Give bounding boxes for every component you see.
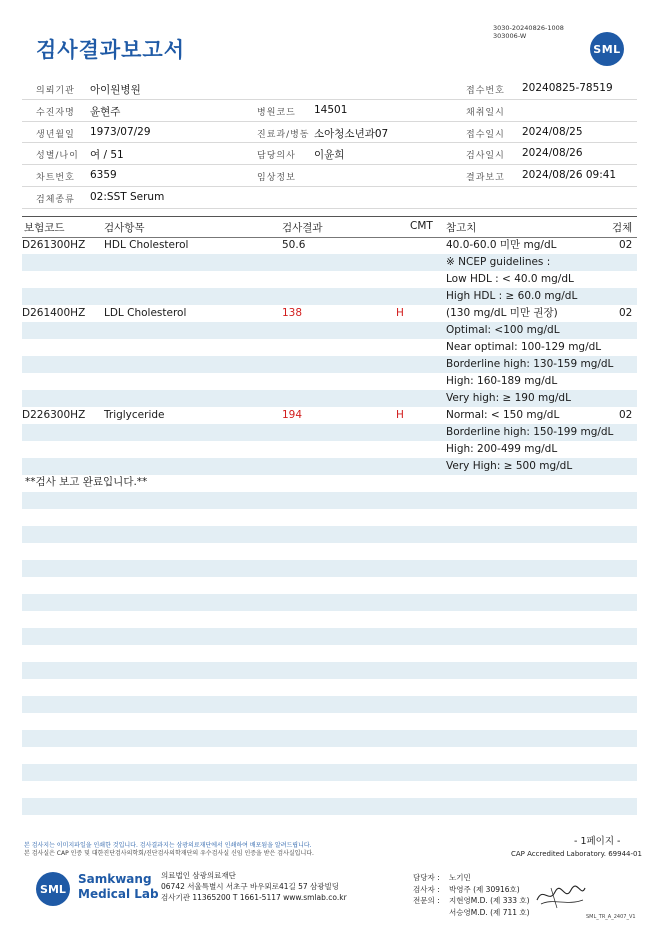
table-stripe — [22, 594, 637, 611]
receipt-date-label: 접수일시 — [466, 129, 505, 140]
notice-line: 본 검사실은 CAP 인증 및 대한진단검사의학회/진단검사의학재단의 우수검사실 신임 인증을 받은 검사실입니다. — [24, 850, 314, 857]
document-code — [493, 24, 564, 40]
signature-icon — [533, 880, 589, 912]
patient-value: 윤현주 — [90, 105, 121, 118]
reference-line: High: 160-189 mg/dL — [446, 375, 558, 387]
info-row — [22, 100, 637, 122]
doctor-label: 담당의사 — [257, 151, 296, 162]
reference-line: Very High: ≥ 500 mg/dL — [446, 460, 573, 472]
hospital-code-label: 병원코드 — [257, 107, 296, 118]
cmt-flag: H — [396, 409, 404, 421]
sex-age-value: 여 / 51 — [90, 149, 124, 162]
birth-label: 생년월일 — [36, 129, 75, 140]
address-line: 06742 서울특별시 서초구 바우뫼로41길 57 삼광빌딩 — [161, 882, 340, 891]
notice-line: 본 검사지는 이미지파일을 인쇄한 것입니다. 검사결과지는 삼광의료재단에서 인쇄하여 배포됨을 알려드립니다. — [24, 842, 312, 849]
header-code: 보험코드 — [24, 222, 65, 234]
address-line: 검사기관 11365200 T 1661-5117 www.smlab.co.kr — [161, 893, 347, 902]
test-item: LDL Cholesterol — [104, 307, 187, 319]
specimen-code: 02 — [619, 409, 633, 421]
table-stripe — [22, 696, 637, 713]
report-date-label: 결과보고 — [466, 173, 505, 184]
info-row — [22, 187, 637, 209]
staff-row — [413, 895, 530, 907]
table-stripe — [22, 560, 637, 577]
reference-line: Low HDL : < 40.0 mg/dL — [446, 273, 574, 285]
info-row — [22, 165, 637, 187]
header-item: 검사항목 — [104, 222, 145, 234]
header-cmt: CMT — [410, 220, 433, 232]
footer-logo-line: Medical Lab — [78, 887, 159, 901]
patient-label: 수진자명 — [36, 107, 75, 118]
test-result: 50.6 — [282, 239, 306, 251]
test-result: 138 — [282, 307, 303, 319]
table-stripe — [22, 645, 637, 662]
reference-line: High: 200-499 mg/dL — [446, 443, 558, 455]
test-item: Triglyceride — [104, 409, 165, 421]
sml-logo: SML — [36, 872, 70, 906]
reference-line: (130 mg/dL 미만 권장) — [446, 307, 558, 319]
insurance-code: D226300HZ — [22, 409, 86, 421]
doctor-value: 이윤희 — [314, 149, 345, 162]
sex-age-label: 성별/나이 — [36, 151, 79, 162]
footer-logo-name — [78, 872, 159, 902]
address-line: 의료법인 삼광의료재단 — [161, 871, 236, 880]
specimen-type-label: 검체종류 — [36, 194, 75, 205]
insurance-code: D261400HZ — [22, 307, 86, 319]
header-specimen: 검체 — [612, 222, 633, 234]
reference-line: Borderline high: 150-199 mg/dL — [446, 426, 614, 438]
staff-name: 지현영M.D. (제 333 호) — [449, 896, 530, 905]
specimen-code: 02 — [619, 307, 633, 319]
hospital-label: 의뢰기관 — [36, 86, 75, 96]
dept-label: 진료과/병동 — [257, 129, 310, 140]
receipt-date-value: 2024/08/25 — [522, 125, 583, 138]
chart-no-value: 6359 — [90, 169, 117, 182]
table-stripe — [22, 764, 637, 781]
table-stripe — [22, 492, 637, 509]
hospital-value: 아이원병원 — [90, 84, 141, 96]
hospital-code-value: 14501 — [314, 103, 348, 116]
reference-line: 40.0-60.0 미만 mg/dL — [446, 239, 557, 251]
staff-row — [413, 872, 471, 884]
table-stripe — [22, 781, 637, 798]
info-row — [22, 78, 637, 100]
staff-name: 박영주 (제 30916호) — [449, 884, 520, 894]
patient-info — [22, 78, 637, 209]
table-stripe — [22, 662, 637, 679]
insurance-code: D261300HZ — [22, 239, 86, 251]
report-complete-message: **검사 보고 완료입니다.** — [25, 476, 148, 488]
table-stripe — [22, 509, 637, 526]
results-table-header — [22, 216, 637, 238]
test-date-label: 검사일시 — [466, 151, 505, 162]
reference-line: Borderline high: 130-159 mg/dL — [446, 358, 614, 370]
cap-accreditation: CAP Accredited Laboratory. 69944-01 — [511, 850, 642, 858]
specimen-type-value: 02:SST Serum — [90, 190, 165, 203]
table-stripe — [22, 713, 637, 730]
reference-line: Very high: ≥ 190 mg/dL — [446, 392, 571, 404]
test-item: HDL Cholesterol — [104, 239, 189, 251]
table-stripe — [22, 543, 637, 560]
sml-logo: SML — [590, 32, 624, 66]
table-stripe — [22, 730, 637, 747]
table-stripe — [22, 628, 637, 645]
table-stripe — [22, 679, 637, 696]
staff-role: 검사자 : — [413, 884, 440, 894]
collect-date-label: 채취일시 — [466, 107, 505, 118]
staff-row — [413, 884, 520, 896]
specimen-code: 02 — [619, 239, 633, 251]
table-stripe — [22, 526, 637, 543]
table-stripe — [22, 747, 637, 764]
test-date-value: 2024/08/26 — [522, 147, 583, 160]
header-result: 검사결과 — [282, 222, 323, 234]
document-code-line: 3030-20240826-1008 — [493, 24, 564, 32]
staff-role: 담당자 : — [413, 873, 440, 882]
receipt-no-label: 접수번호 — [466, 86, 505, 96]
clinical-label: 임상정보 — [257, 173, 296, 184]
footer-staff — [413, 872, 530, 918]
staff-name: 서승영M.D. (제 711 호) — [449, 907, 530, 917]
staff-row — [413, 907, 530, 919]
staff-role: 전문의 : — [413, 896, 440, 905]
reference-line: ※ NCEP guidelines : — [446, 256, 551, 268]
cmt-flag: H — [396, 307, 404, 319]
table-stripe — [22, 577, 637, 594]
chart-no-label: 차트번호 — [36, 173, 75, 184]
header-reference: 참고치 — [446, 222, 477, 234]
staff-name: 노기민 — [449, 873, 471, 882]
page-title: 검사결과보고서 — [36, 38, 186, 62]
report-date-value: 2024/08/26 09:41 — [522, 169, 617, 182]
form-code: SML_TR_A_2407_V1 — [586, 914, 636, 920]
info-row — [22, 143, 637, 165]
birth-value: 1973/07/29 — [90, 125, 151, 138]
reference-line: Near optimal: 100-129 mg/dL — [446, 341, 602, 353]
reference-line: Normal: < 150 mg/dL — [446, 409, 560, 421]
test-result: 194 — [282, 409, 303, 421]
document-code-line: 303006-W — [493, 32, 527, 40]
table-stripe — [22, 798, 637, 815]
page-number: - 1페이지 - — [574, 836, 621, 847]
info-row — [22, 122, 637, 144]
receipt-no-value: 20240825-78519 — [522, 82, 613, 94]
dept-value: 소아청소년과07 — [314, 127, 389, 140]
reference-line: Optimal: <100 mg/dL — [446, 324, 560, 336]
footer-address — [161, 870, 347, 903]
reference-line: High HDL : ≥ 60.0 mg/dL — [446, 290, 578, 302]
table-stripe — [22, 611, 637, 628]
footer-logo-line: Samkwang — [78, 872, 152, 886]
notice — [24, 842, 314, 858]
